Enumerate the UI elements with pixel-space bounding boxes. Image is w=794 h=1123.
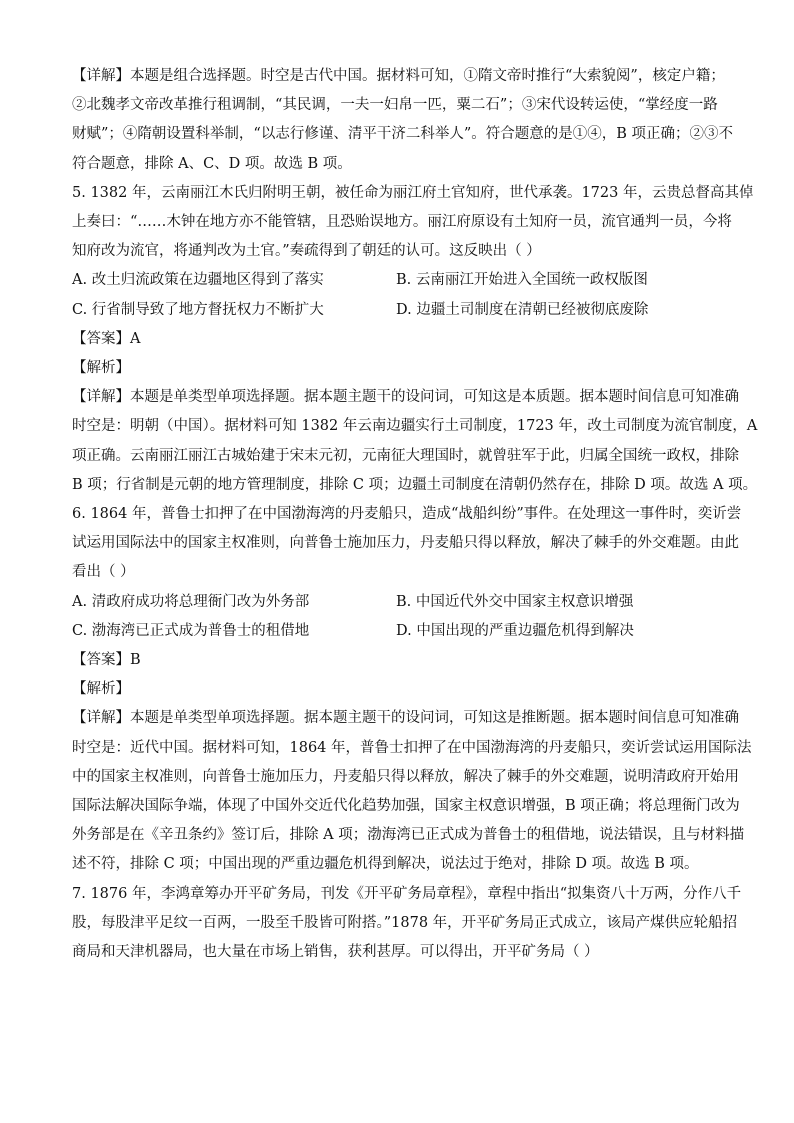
text-line: 【详解】本题是组合选择题。时空是古代中国。据材料可知，①隋文帝时推行“大索貌阅”，核定户籍； — [72, 68, 725, 84]
text-line: 项正确。云南丽江丽江古城始建于宋末元初，元南征大理国时，就曾驻军于此，归属全国统一政权，排除 — [72, 447, 739, 464]
q6-options — [72, 588, 722, 646]
q6-analysis-heading: 【解析】 — [72, 681, 130, 698]
text-line: 商局和天津机器局，也大量在市场上销售，获利甚厚。可以得出，开平矿务局（ ） — [72, 944, 599, 961]
text-line: 7. 1876 年，李鸿章筹办开平矿务局，刊发《开平矿务局章程》，章程中指出“拟集资八十万两，分作八千 — [72, 885, 742, 902]
text-line: 述不符，排除 C 项；中国出现的严重边疆危机得到解决，说法过于绝对，排除 D 项。故选 B 项。 — [72, 856, 699, 873]
text-line: 上奏曰：“……木钟在地方亦不能管辖，且恐贻误地方。丽江府原设有土知府一员，流官通判一员，今将 — [72, 214, 732, 231]
text-line: 知府改为流官，将通判改为土官。”奏疏得到了朝廷的认可。这反映出（ ） — [72, 243, 541, 260]
option-a: A. 清政府成功将总理衙门改为外务部 — [72, 593, 310, 610]
q6-stem — [72, 500, 742, 588]
text-line: 国际法解决国际争端，体现了中国外交近代化趋势加强，国家主权意识增强，B 项正确；将总理衙门改为 — [72, 798, 740, 815]
text-line: 符合题意，排除 A、C、D 项。故选 B 项。 — [72, 155, 352, 172]
text-line: 6. 1864 年，普鲁士扣押了在中国渤海湾的丹麦船只，造成“战船纠纷”事件。在处理这一事件时，奕䜣尝 — [72, 506, 742, 523]
text-line: B 项；行省制是元朝的地方管理制度，排除 C 项；边疆土司制度在清朝仍然存在，排除 D 项。故选 A 项。 — [72, 476, 758, 493]
text-line: 试运用国际法中的国家主权准则，向普鲁士施加压力，丹麦船只得以释放，解决了棘手的外交难题。由此 — [72, 535, 739, 552]
option-b: B. 云南丽江开始进入全国统一政权版图 — [396, 272, 648, 289]
text-line: 时空是：近代中国。据材料可知，1864 年，普鲁士扣押了在中国渤海湾的丹麦船只，奕䜣尝试运用国际法 — [72, 739, 752, 756]
option-b: B. 中国近代外交中国家主权意识增强 — [396, 593, 634, 610]
q5-analysis-heading: 【解析】 — [72, 360, 130, 377]
text-line: 中的国家主权准则，向普鲁士施加压力，丹麦船只得以释放，解决了棘手的外交难题，说明清政府开始用 — [72, 768, 739, 785]
text-line: 财赋”；④隋朝设置科举制，“以志行修谨、清平干济二科举人”。符合题意的是①④，B 项正确；②③不 — [72, 126, 733, 143]
q5-answer: 【答案】A — [72, 330, 141, 347]
q5-stem — [72, 179, 754, 267]
text-line: 时空是：明朝（中国）。据材料可知 1382 年云南边疆实行土司制度，1723 年，改土司制度为流官制度，A — [72, 418, 758, 435]
text-line: 【详解】本题是单类型单项选择题。据本题主题干的设问词，可知这是推断题。据本题时间信息可知准确 — [72, 710, 739, 727]
option-a: A. 改土归流政策在边疆地区得到了落实 — [72, 272, 324, 289]
q6-explanation — [72, 704, 752, 879]
text-line: 看出（ ） — [72, 564, 135, 581]
option-d: D. 中国出现的严重边疆危机得到解决 — [396, 622, 634, 639]
text-line: 【详解】本题是单类型单项选择题。据本题主题干的设问词，可知这是本质题。据本题时间信息可知准确 — [72, 389, 739, 406]
option-d: D. 边疆土司制度在清朝已经被彻底废除 — [396, 301, 649, 318]
q6-answer: 【答案】B — [72, 652, 141, 669]
q5-options — [72, 266, 722, 324]
q4-explanation — [72, 62, 733, 179]
text-line: 5. 1382 年，云南丽江木氏归附明王朝，被任命为丽江府土官知府，世代承袭。1723 年，云贵总督高其倬 — [72, 184, 754, 201]
option-c: C. 行省制导致了地方督抚权力不断扩大 — [72, 301, 324, 318]
text-line: 股，每股津平足纹一百两，一股至千股皆可附搭。”1878 年，开平矿务局正式成立，该局产煤供应轮船招 — [72, 914, 738, 931]
text-line: ②北魏孝文帝改革推行租调制，“其民调，一夫一妇帛一匹，粟二石”；③宋代设转运使，“掌经度一路 — [72, 97, 718, 114]
option-c: C. 渤海湾已正式成为普鲁士的租借地 — [72, 622, 310, 639]
text-line: 外务部是在《辛丑条约》签订后，排除 A 项；渤海湾已正式成为普鲁士的租借地，说法错误，且与材料描 — [72, 827, 745, 844]
q5-explanation — [72, 383, 758, 500]
q7-stem — [72, 880, 742, 968]
